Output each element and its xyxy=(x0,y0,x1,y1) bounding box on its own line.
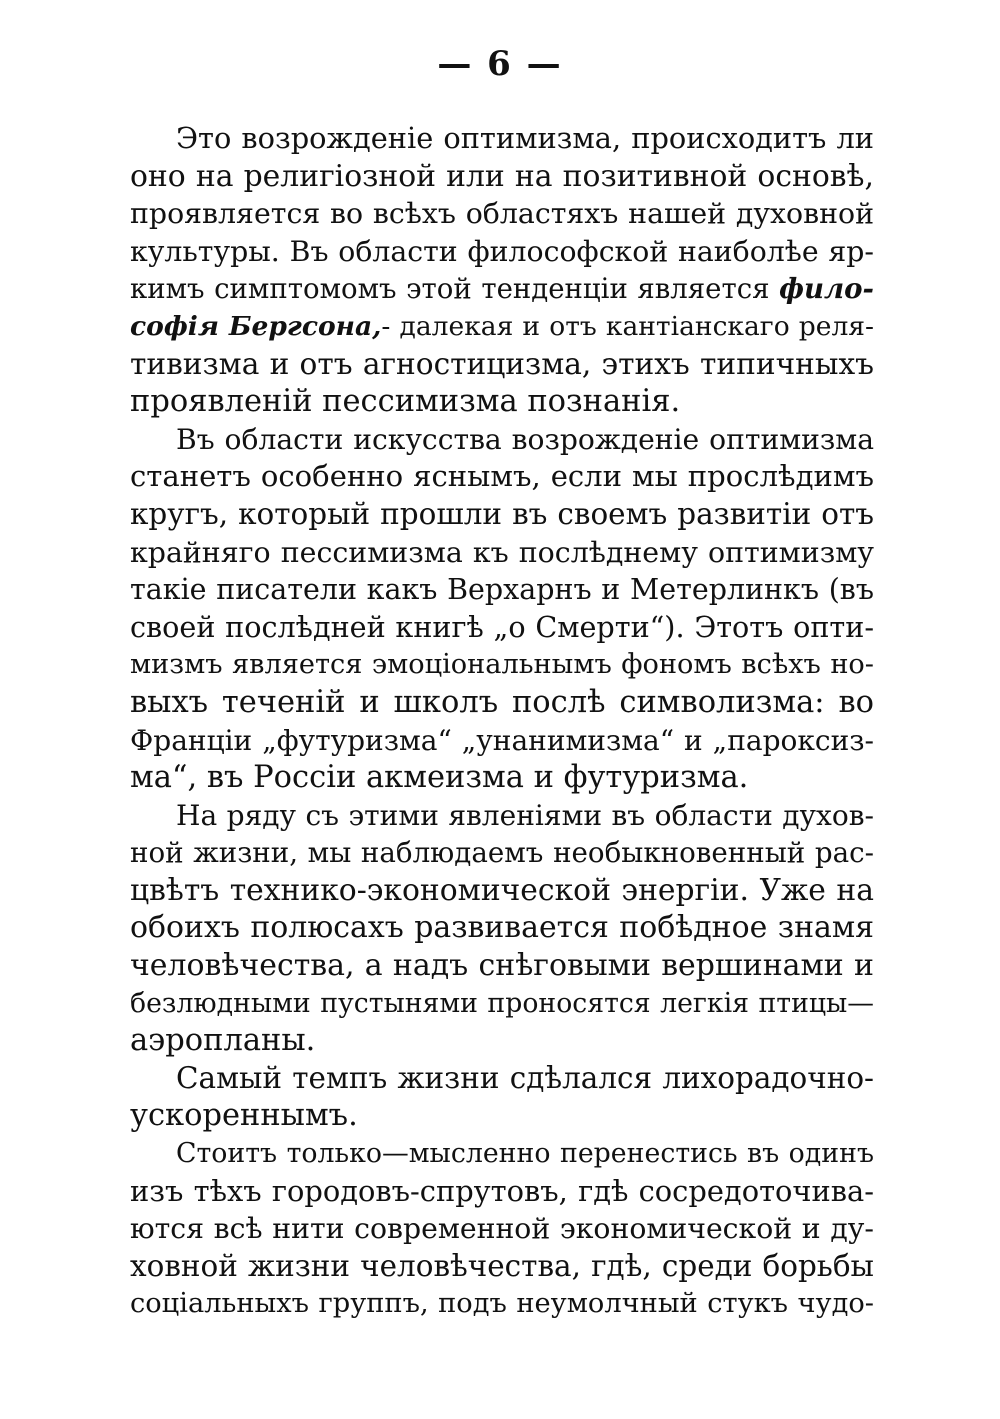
body-text xyxy=(130,120,874,1323)
text-line: обоихъ полюсахъ развивается побѣдное знамя xyxy=(130,910,874,946)
text-line: своей послѣдней книгѣ „о Смерти“). Этотъ опти- xyxy=(130,609,874,644)
text-line: соціальныхъ группъ, подъ неумолчный стукъ чудо- xyxy=(130,1288,874,1320)
paragraph-3 xyxy=(130,797,874,1060)
text-line: Это возрожденіе оптимизма, происходитъ ли xyxy=(176,121,874,155)
text-line: Стоитъ только—мысленно перенестись въ одинъ xyxy=(176,1138,874,1170)
emphasis-italic: софія Бергсона, xyxy=(130,310,382,342)
text-line: тивизма и отъ агностицизма, этихъ типичныхъ xyxy=(130,346,874,381)
text-line: такіе писатели какъ Верхарнъ и Метерлинкъ (въ xyxy=(130,573,874,607)
text-line: человѣчества, а надъ снѣговыми вершинами и xyxy=(130,948,874,984)
emphasis-italic: фило- xyxy=(779,272,874,306)
text-line: ются всѣ нити современной экономической и ду- xyxy=(130,1212,874,1246)
text-line: кимъ симптомомъ этой тенденціи является фило- xyxy=(130,272,874,306)
text-line: ускореннымъ. xyxy=(130,1098,358,1134)
text-line: аэропланы. xyxy=(130,1023,316,1059)
text-line: оно на религіозной или на позитивной основѣ, xyxy=(130,158,874,194)
text-line: На ряду съ этими явленіями въ области духов- xyxy=(176,798,874,832)
text-line: ной жизни, мы наблюдаемъ необыкновенный рас- xyxy=(130,836,874,870)
text-line: Въ области искусства возрожденіе оптимизма xyxy=(176,422,874,456)
text-line: изъ тѣхъ городовъ-спрутовъ, гдѣ сосредоточива- xyxy=(130,1173,874,1208)
text-line: выхъ теченій и школъ послѣ символизма: во xyxy=(130,684,874,720)
text-line: цвѣтъ технико-экономической энергіи. Уже на xyxy=(130,872,874,908)
text-line: мизмъ является эмоціональнымъ фономъ всѣхъ но- xyxy=(130,649,874,681)
text-line: проявленій пессимизма познанія. xyxy=(130,384,681,420)
text-line: ховной жизни человѣчества, гдѣ, среди борьбы xyxy=(130,1248,874,1283)
text-line: станетъ особенно яснымъ, если мы прослѣдимъ xyxy=(130,459,874,494)
text-line: безлюдными пустынями проносятся легкія птицы— xyxy=(130,987,874,1019)
text-line: Франціи „футуризма“ „унанимизма“ и „пароксиз- xyxy=(130,723,874,757)
paragraph-1 xyxy=(130,120,874,421)
text-line: крайняго пессимизма къ послѣднему оптимизму xyxy=(130,535,874,569)
text-line: ма“, въ Россіи акмеизма и футуризма. xyxy=(130,760,749,796)
paragraph-2 xyxy=(130,421,874,797)
page-number: — 6 — xyxy=(437,44,563,84)
text-line: кругъ, который прошли въ своемъ развитіи отъ xyxy=(130,496,874,531)
text-line: проявляется во всѣхъ областяхъ нашей духовной xyxy=(130,197,874,231)
paragraph-4 xyxy=(130,1060,874,1135)
paragraph-5 xyxy=(130,1135,874,1323)
text-line: софія Бергсона,- далекая и отъ кантіанскаго реля- xyxy=(130,310,874,342)
text-line: Самый темпъ жизни сдѣлался лихорадочно- xyxy=(176,1060,874,1095)
text-line: культуры. Въ области философской наиболѣе яр- xyxy=(130,234,874,268)
